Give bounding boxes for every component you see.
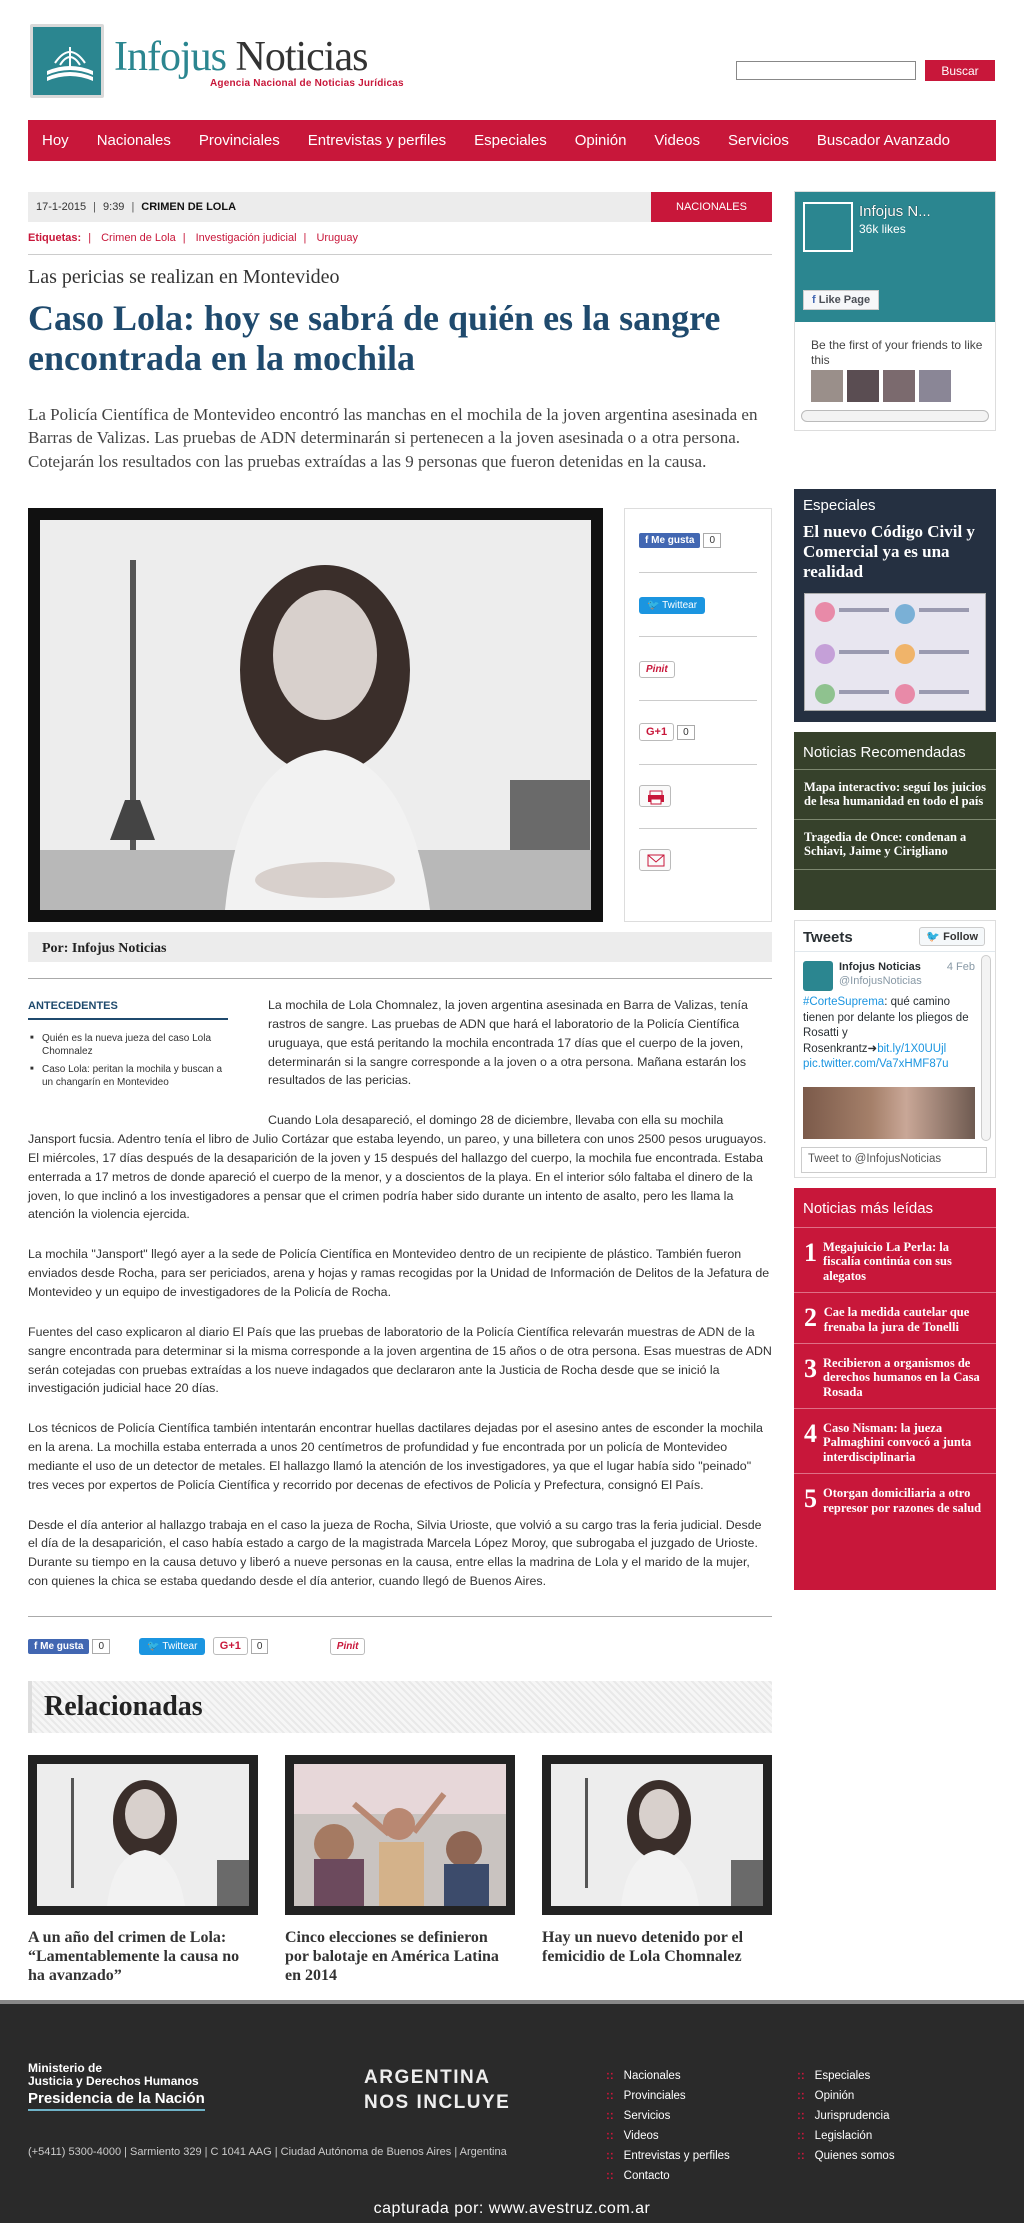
brand-name[interactable]: Infojus Noticias: [114, 34, 368, 80]
footer-link[interactable]: :: Nacionales: [606, 2066, 730, 2086]
twitter-follow-button[interactable]: 🐦 Follow: [919, 927, 985, 946]
facebook-like-page-button[interactable]: f Like Page: [803, 290, 879, 310]
body-paragraph: La mochila "Jansport" llegó ayer a la sede de Policía Científica en Montevideo dentro de un recipiente de plástico. También fueron enviados desde Rocha, para ser periciados, arena y hojas y ramas recogidas por la Unidad de Información de Delitos de la Jefatura de Montevideo y un equipo de investigadores de la Policía de Rocha.: [28, 1247, 770, 1299]
bottom-share-bar: [28, 1637, 428, 1659]
especiales-box[interactable]: [794, 489, 996, 722]
article-kicker: Las pericias se realizan en Montevideo: [28, 266, 340, 288]
mas-leida-item[interactable]: 1 Megajuicio La Perla: la fiscalía continúa con sus alegatos: [794, 1240, 996, 1293]
article-time: 9:39: [103, 201, 125, 213]
recomendadas-heading: Noticias Recomendadas: [794, 732, 996, 770]
email-button[interactable]: [639, 849, 671, 871]
recomendada-item[interactable]: Tragedia de Once: condenan a Schiavi, Jaime y Cirigliano: [794, 830, 996, 870]
facebook-scrollbar[interactable]: [801, 410, 989, 422]
especiales-image: [804, 593, 986, 711]
related-title: A un año del crimen de Lola: “Lamentablemente la causa no ha avanzado”: [28, 1929, 240, 1984]
fb-like-count: 0: [92, 1639, 110, 1654]
article-meta: 17-1-2015 | 9:39 | CRIMEN DE LOLA: [28, 192, 772, 222]
footer-link[interactable]: :: Opinión: [797, 2086, 895, 2106]
body-paragraph: La mochila de Lola Chomnalez, la joven argentina asesinada en Barra de Valizas, tenía rastros de sangre. Las pruebas de ADN que hará el laboratorio de la Policía Científica uruguaya, que está peritando la mochila encontrada 17 días que el cuerpo de la joven, determinarán si la sangre corresponde a la joven o a otra persona. Mañana estarán los resultados de las pericias.: [268, 998, 748, 1088]
mas-leida-item[interactable]: 5 Otorgan domiciliaria a otro represor por razones de salud: [804, 1484, 982, 1515]
share-panel: [624, 508, 772, 922]
gplus-count: 0: [251, 1639, 269, 1654]
pinit-button[interactable]: Pinit: [330, 1638, 366, 1655]
nav-item-especiales[interactable]: Especiales: [474, 132, 547, 149]
tweet-image[interactable]: [803, 1087, 975, 1139]
gplus-button[interactable]: G+1: [213, 1637, 248, 1655]
tweet-button[interactable]: 🐦 Twittear: [139, 1638, 205, 1655]
gplus-count: 0: [677, 725, 695, 740]
twitter-icon: 🐦: [926, 931, 944, 943]
tweet-user[interactable]: Infojus Noticias: [839, 961, 921, 973]
footer-link[interactable]: :: Especiales: [797, 2066, 895, 2086]
tweet-handle[interactable]: @InfojusNoticias: [839, 975, 922, 987]
facebook-icon: f: [34, 1640, 41, 1652]
especiales-title: El nuevo Código Civil y Comercial ya es una realidad: [803, 522, 975, 581]
site-logo[interactable]: [30, 24, 104, 98]
tweet-button[interactable]: 🐦 Twittear: [639, 597, 705, 614]
divider: [28, 978, 772, 979]
facebook-faces: [811, 370, 951, 402]
footer-link[interactable]: :: Entrevistas y perfiles: [606, 2146, 730, 2166]
argentina-logo[interactable]: ARGENTINA NOS INCLUYE: [364, 2067, 511, 2113]
article-body: [28, 996, 772, 1612]
print-button[interactable]: [639, 785, 671, 807]
related-card[interactable]: [285, 1755, 515, 1986]
footer-link[interactable]: :: Legislación: [797, 2126, 895, 2146]
tweet-to-input[interactable]: Tweet to @InfojusNoticias: [801, 1147, 987, 1173]
avatar[interactable]: [847, 370, 879, 402]
tag-link[interactable]: Investigación judicial: [195, 232, 297, 244]
tweet-pic-link[interactable]: pic.twitter.com/Va7xHMF87u: [803, 1058, 949, 1071]
avatar[interactable]: [883, 370, 915, 402]
related-heading: Relacionadas: [28, 1681, 772, 1733]
antecedente-link[interactable]: ■ Quién es la nueva jueza del caso Lola Chomnalez: [28, 1032, 233, 1058]
mas-leida-item[interactable]: 4 Caso Nisman: la jueza Palmaghini convocó a junta interdisciplinaria: [794, 1421, 996, 1474]
search-button[interactable]: Buscar: [925, 60, 995, 81]
antecedentes-title: ANTECEDENTES: [28, 1000, 228, 1020]
related-thumbnail: [37, 1764, 249, 1906]
envelope-icon: [640, 850, 672, 872]
related-card[interactable]: [542, 1755, 772, 1967]
fb-like-count: 0: [703, 533, 721, 548]
article-date: 17-1-2015: [36, 201, 87, 213]
site-footer: [0, 2000, 1024, 2223]
avatar[interactable]: [919, 370, 951, 402]
mas-leidas-heading: Noticias más leídas: [794, 1188, 996, 1228]
fb-like-button[interactable]: f Me gusta: [639, 533, 700, 548]
footer-link[interactable]: :: Quienes somos: [797, 2146, 895, 2166]
related-thumbnail: [294, 1764, 506, 1906]
footer-links-col1: [606, 2066, 730, 2186]
especiales-heading: Especiales: [803, 497, 876, 514]
nav-item-videos[interactable]: Videos: [654, 132, 701, 149]
article-section[interactable]: CRIMEN DE LOLA: [141, 201, 237, 213]
facebook-friends-text: Be the first of your friends to like this: [811, 338, 983, 367]
ministerio-logo[interactable]: Ministerio de Justicia y Derechos Humanos: [28, 2061, 199, 2089]
article-title: Caso Lola: hoy se sabrá de quién es la sangre encontrada en la mochila: [28, 298, 721, 379]
tags-row: Etiquetas: | Crimen de Lola | Investigación judicial | Uruguay: [28, 232, 359, 244]
body-paragraph: Desde el día anterior al hallazgo trabaja en el caso la jueza de Rocha, Silvia Urioste, que volvió a su cargo tras la feria judicial. Desde el día de la desaparición, el caso había estado a cargo de la magistrada Marcela López Moroy, que subrogaba el juzgado de Urioste. Durante su tiempo en la causa detuvo y liberó a nueve personas en la causa, entre ellas la madrina de Lola y el marido de la mujer, con quienes la chica se estaba quedando desde el día anterior, cuando llegó de Buenos Aires.: [28, 1517, 762, 1589]
tags-label: Etiquetas:: [28, 232, 82, 244]
mas-leidas-box: [794, 1188, 996, 1590]
tweet-link[interactable]: bit.ly/1X0UUjl: [877, 1042, 947, 1055]
body-paragraph: Los técnicos de Policía Científica también intentarán encontrar huellas dactilares dejadas por el asesino antes de esconder la mochila en la arena. La mochilla estaba enterrada a unos 20 centímetros de profundidad y fue encontrada por un policía de Montevideo mediante el uso de un detector de metales. El hallazgo llamó la atención de los investigadores, ya que el lugar había sido "peinado" tres veces por expertos de Policía Científica y recorrido por decenas de efectivos de Policía y Prefectura, consignó El País.: [28, 1421, 763, 1492]
facebook-widget: [794, 191, 996, 431]
gplus-button[interactable]: G+1: [639, 723, 674, 741]
footer-link[interactable]: :: Provinciales: [606, 2086, 730, 2106]
brand-subtitle: Agencia Nacional de Noticias Jurídicas: [210, 78, 404, 89]
fb-like-button[interactable]: f Me gusta: [28, 1639, 89, 1654]
nav-item-servicios[interactable]: Servicios: [728, 132, 789, 149]
footer-link[interactable]: :: Servicios: [606, 2106, 730, 2126]
byline: Por: Infojus Noticias: [28, 932, 772, 962]
facebook-likes: 36k likes: [859, 222, 906, 236]
facebook-cover[interactable]: [795, 192, 995, 322]
footer-link[interactable]: :: Jurisprudencia: [797, 2106, 895, 2126]
recomendada-item[interactable]: Mapa interactivo: seguí los juicios de lesa humanidad en todo el país: [794, 780, 996, 820]
footer-links-col2: [797, 2066, 895, 2166]
related-title: Hay un nuevo detenido por el femicidio de Lola Chomnalez: [542, 1929, 744, 1965]
facebook-page-name[interactable]: Infojus N...: [859, 203, 931, 220]
related-title: Cinco elecciones se definieron por balotaje en América Latina en 2014: [285, 1929, 499, 1984]
tweet-date[interactable]: 4 Feb: [946, 961, 975, 973]
nav-item-entrevistas[interactable]: Entrevistas y perfiles: [307, 132, 447, 149]
mas-leida-item[interactable]: 3 Recibieron a organismos de derechos humanos en la Casa Rosada: [794, 1356, 996, 1409]
tweets-heading: Tweets: [803, 929, 853, 946]
related-card[interactable]: [28, 1755, 258, 1986]
tweet-text: #CorteSuprema: qué camino tienen por delante los pliegos de Rosatti y Rosenkrantz➜bit.ly/1X0UUjl pic.twitter.com/Va7xHMF87u: [803, 996, 969, 1071]
article-photo[interactable]: [28, 508, 603, 922]
tweet-hashtag[interactable]: #CorteSuprema: [803, 996, 885, 1008]
photo-illustration: [40, 520, 591, 910]
body-paragraph: Cuando Lola desapareció, el domingo 28 de diciembre, llevaba con ella su mochila Jansport fucsia. Adentro tenía el libro de Julio Cortázar que estaba leyendo, un pareo, y una billetera con unos 2500 pesos uruguayos. El miércoles, 17 días después de la desaparición de la joven y 15 después del hallazgo del cuerpo, la mochila fue encontrada. Estaba enterrada a 17 metros de donde apareció el cuerpo de la menor, y a doscientos de la playa. En el interior sólo faltaba el dinero de la joven, lo que inclinó a los investigadores a pensar que el crimen podría haber sido durante un intento de asalto, pero les llama la atención la violencia ejercida.: [28, 1113, 767, 1222]
facebook-icon: f: [812, 294, 819, 306]
search-input[interactable]: [736, 61, 916, 80]
facebook-page-avatar: [803, 202, 853, 252]
footer-address: (+5411) 5300-4000 | Sarmiento 329 | C 1041 AAG | Ciudad Autónoma de Buenos Aires | Argentina: [28, 2146, 507, 2158]
divider: [28, 1616, 772, 1617]
nav-item-opinion[interactable]: Opinión: [574, 132, 627, 149]
nav-item-nacionales[interactable]: Nacionales: [96, 132, 171, 149]
body-paragraph: Fuentes del caso explicaron al diario El País que las pruebas de laboratorio de la Policía Científica relevarán muestras de ADN de la sangre encontrada para determinar si la misma corresponde a la joven argentina de 15 años o de otra persona. Esas muestras de ADN serán cotejadas con pruebas extraídas a los nueve indagados que declararon ante la Justicia de Rocha desde que se inició la investigación judicial hace 20 días.: [28, 1324, 772, 1396]
pinit-button[interactable]: Pinit: [639, 661, 675, 678]
facebook-icon: f: [645, 535, 652, 547]
nav-item-provinciales[interactable]: Provinciales: [198, 132, 280, 149]
avatar[interactable]: [811, 370, 843, 402]
footer-link[interactable]: :: Videos: [606, 2126, 730, 2146]
logo-book-icon: [33, 27, 104, 98]
captured-by-watermark: capturada por: www.avestruz.com.ar: [373, 2200, 651, 2217]
antecedente-link[interactable]: ■ Caso Lola: peritan la mochila y buscan a un changarín en Montevideo: [28, 1063, 233, 1089]
twitter-widget: [794, 920, 996, 1178]
tag-link[interactable]: Crimen de Lola: [101, 232, 176, 244]
tag-link[interactable]: Uruguay: [316, 232, 359, 244]
print-icon: [640, 786, 672, 808]
twitter-icon: 🐦: [147, 1640, 163, 1652]
main-nav: [28, 120, 996, 161]
tweets-scrollbar[interactable]: [981, 955, 991, 1141]
divider: [28, 254, 772, 255]
twitter-icon: 🐦: [647, 600, 663, 611]
article-lead: La Policía Científica de Montevideo encontró las manchas en el mochila de la joven argentina asesinada en Barras de Valizas. Las pruebas de ADN determinarán si pertenecen a la joven asesinada o a otra persona. Cotejarán los resultados con las pruebas extraídas a las 9 personas que fueron detenidas en la causa.: [28, 405, 758, 471]
nav-item-hoy[interactable]: Hoy: [42, 132, 69, 149]
related-thumbnail: [551, 1764, 763, 1906]
recomendadas-box: [794, 732, 996, 910]
mas-leida-item[interactable]: 2 Cae la medida cautelar que frenaba la jura de Tonelli: [794, 1305, 996, 1344]
category-badge[interactable]: NACIONALES: [651, 192, 772, 222]
tweet-avatar[interactable]: [803, 961, 833, 991]
nav-item-buscador[interactable]: Buscador Avanzado: [816, 132, 951, 149]
footer-link[interactable]: :: Contacto: [606, 2166, 730, 2186]
presidencia-logo[interactable]: Presidencia de la Nación: [28, 2090, 205, 2111]
